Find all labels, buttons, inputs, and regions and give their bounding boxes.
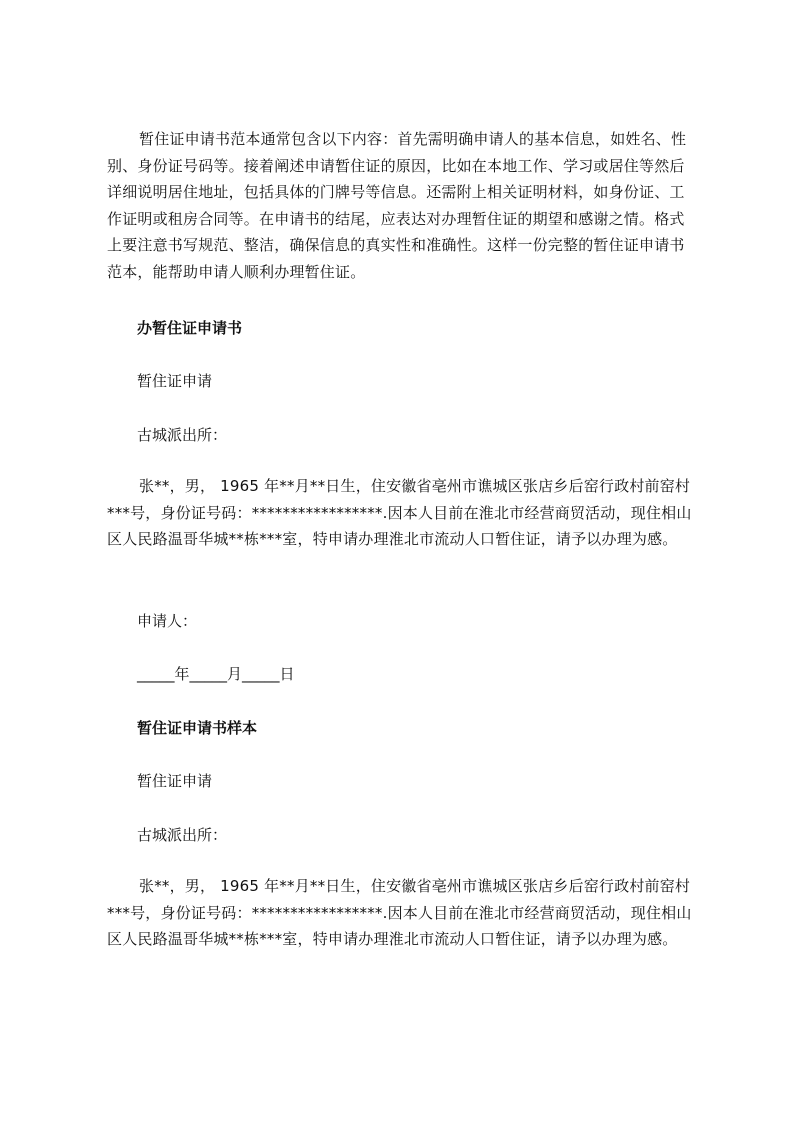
section1-heading: 办暂住证申请书 xyxy=(137,319,243,337)
section1-addressee: 古城派出所： xyxy=(137,426,228,444)
section1-title: 暂住证申请 xyxy=(137,372,213,390)
section2-heading: 暂住证申请书样本 xyxy=(137,719,258,737)
section2-body: 张**，男， 1965 年**月**日生，住安徽省亳州市谯城区张店乡后窑行政村前窑村***号，身份证号码：*****************.因本人目前在淮北市经营商贸活动，现住相山区人民路温哥华城**栋***室，特申请办理淮北市流动人口暂住证，请予以办理为感。 xyxy=(107,877,692,948)
section2-addressee: 古城派出所： xyxy=(137,826,228,844)
section1-applicant: 申请人： xyxy=(137,612,198,630)
section1-date: _____年_____月_____日 xyxy=(137,665,295,683)
section1-body: 张**，男， 1965 年**月**日生，住安徽省亳州市谯城区张店乡后窑行政村前窑村***号，身份证号码：*****************.因本人目前在淮北市经营商贸活动，现住相山区人民路温哥华城**栋***室，特申请办理淮北市流动人口暂住证，请予以办理为感。 xyxy=(107,477,692,548)
section2-title: 暂住证申请 xyxy=(137,772,213,790)
intro-paragraph: 暂住证申请书范本通常包含以下内容：首先需明确申请人的基本信息，如姓名、性别、身份证号码等。接着阐述申请暂住证的原因，比如在本地工作、学习或居住等然后详细说明居住地址，包括具体的门牌号等信息。还需附上相关证明材料，如身份证、工作证明或租房合同等。在申请书的结尾，应表达对办理暂住证的期望和感谢之情。格式上要注意书写规范、整洁，确保信息的真实性和准确性。这样一份完整的暂住证申请书范本，能帮助申请人顺利办理暂住证。 xyxy=(107,130,687,281)
